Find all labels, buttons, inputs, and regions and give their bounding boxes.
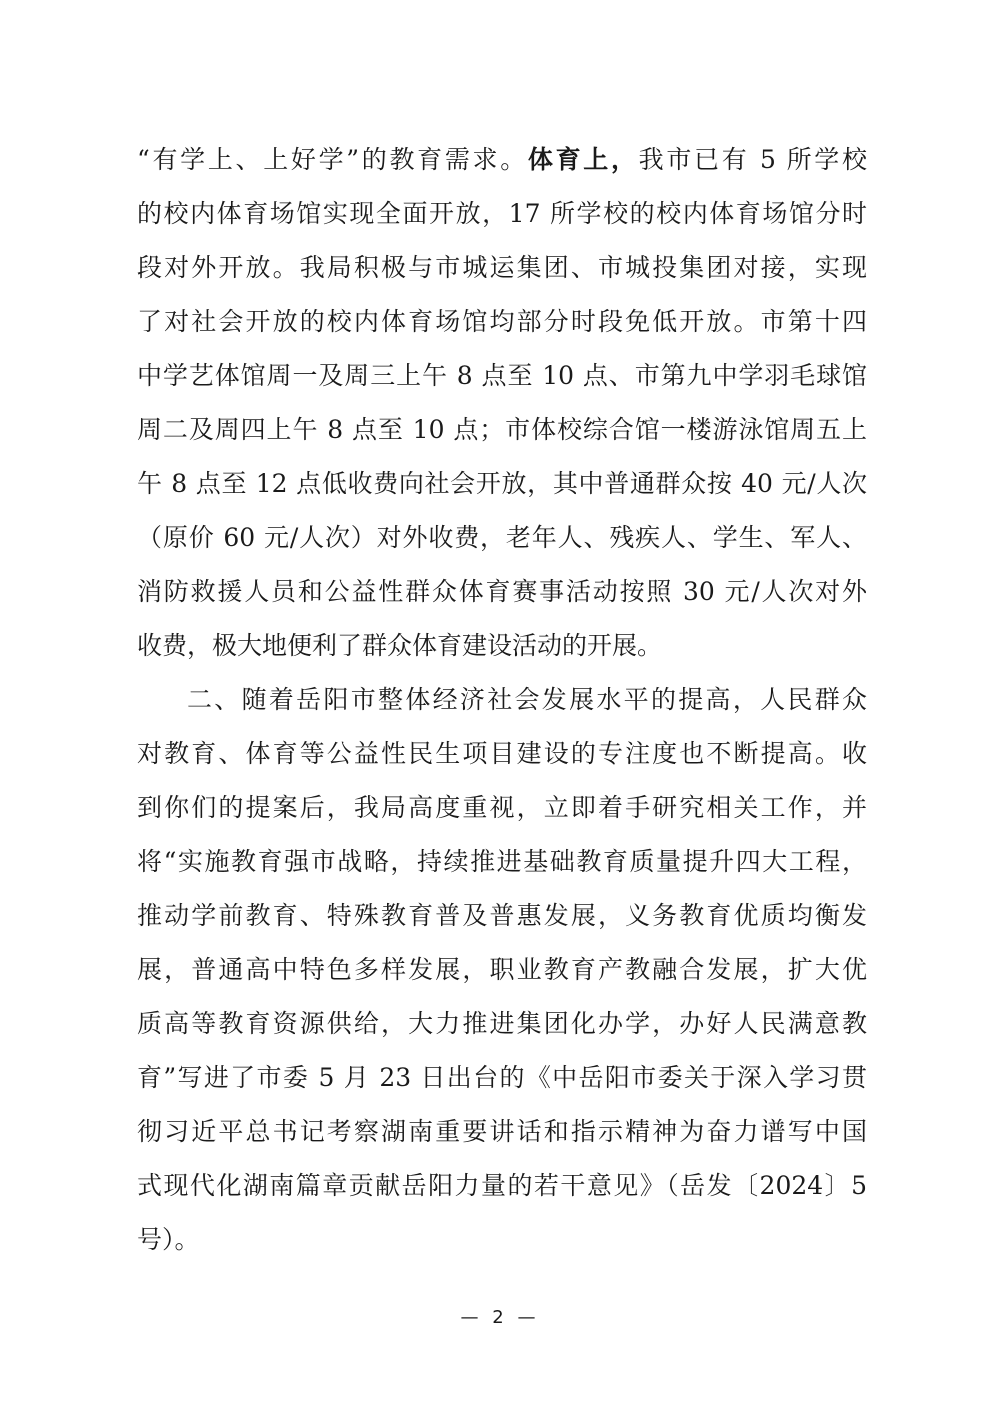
paragraph-line: 号）。: [137, 1225, 200, 1254]
paragraph-line: （原价 60 元/人次）对外收费，老年人、残疾人、学生、军人、: [137, 523, 867, 552]
paragraph-line: 段对外开放。我局积极与市城运集团、市城投集团对接，实现: [137, 253, 867, 282]
paragraph-line: 消防救援人员和公益性群众体育赛事活动按照 30 元/人次对外: [137, 577, 867, 606]
paragraph-line: 周二及周四上午 8 点至 10 点；市体校综合馆一楼游泳馆周五上: [137, 415, 867, 444]
paragraph-line: 了对社会开放的校内体育场馆均部分时段免低开放。市第十四: [137, 307, 867, 336]
paragraph-line: 对教育、体育等公益性民生项目建设的专注度也不断提高。收: [137, 739, 867, 768]
paragraph-line: 展，普通高中特色多样发展，职业教育产教融合发展，扩大优: [137, 955, 867, 984]
paragraph-line: 收费，极大地便利了群众体育建设活动的开展。: [137, 631, 663, 660]
text-run: “有学上、上好学”的教育需求。: [137, 145, 528, 174]
paragraph-line: 育”写进了市委 5 月 23 日出台的《中岳阳市委关于深入学习贯: [137, 1063, 867, 1092]
paragraph-section-two: [137, 673, 867, 1267]
paragraph-sports: [137, 133, 867, 673]
paragraph-line: 午 8 点至 12 点低收费向社会开放，其中普通群众按 40 元/人次: [137, 469, 867, 498]
paragraph-line: 式现代化湖南篇章贡献岳阳力量的若干意见》（岳发〔2024〕5: [137, 1171, 867, 1200]
paragraph-line: 中学艺体馆周一及周三上午 8 点至 10 点、市第九中学羽毛球馆: [137, 361, 867, 390]
paragraph-line: 到你们的提案后，我局高度重视，立即着手研究相关工作，并: [137, 793, 867, 822]
bold-heading-sports: 体育上，: [527, 145, 639, 174]
paragraph-line: 将“实施教育强市战略，持续推进基础教育质量提升四大工程，: [137, 847, 867, 876]
paragraph-line: 质高等教育资源供给，大力推进集团化办学，办好人民满意教: [137, 1009, 867, 1038]
paragraph-line: [137, 133, 867, 187]
paragraph-line: 的校内体育场馆实现全面开放，17 所学校的校内体育场馆分时: [137, 199, 867, 228]
text-run: 我市已有 5 所学校: [638, 145, 867, 174]
paragraph-line: 二、随着岳阳市整体经济社会发展水平的提高，人民群众: [187, 685, 867, 714]
paragraph-line: 推动学前教育、特殊教育普及普惠发展，义务教育优质均衡发: [137, 901, 867, 930]
document-body: [137, 133, 867, 1267]
page-number: — 2 —: [460, 1307, 540, 1328]
paragraph-line: 彻习近平总书记考察湖南重要讲话和指示精神为奋力谱写中国: [137, 1117, 867, 1146]
